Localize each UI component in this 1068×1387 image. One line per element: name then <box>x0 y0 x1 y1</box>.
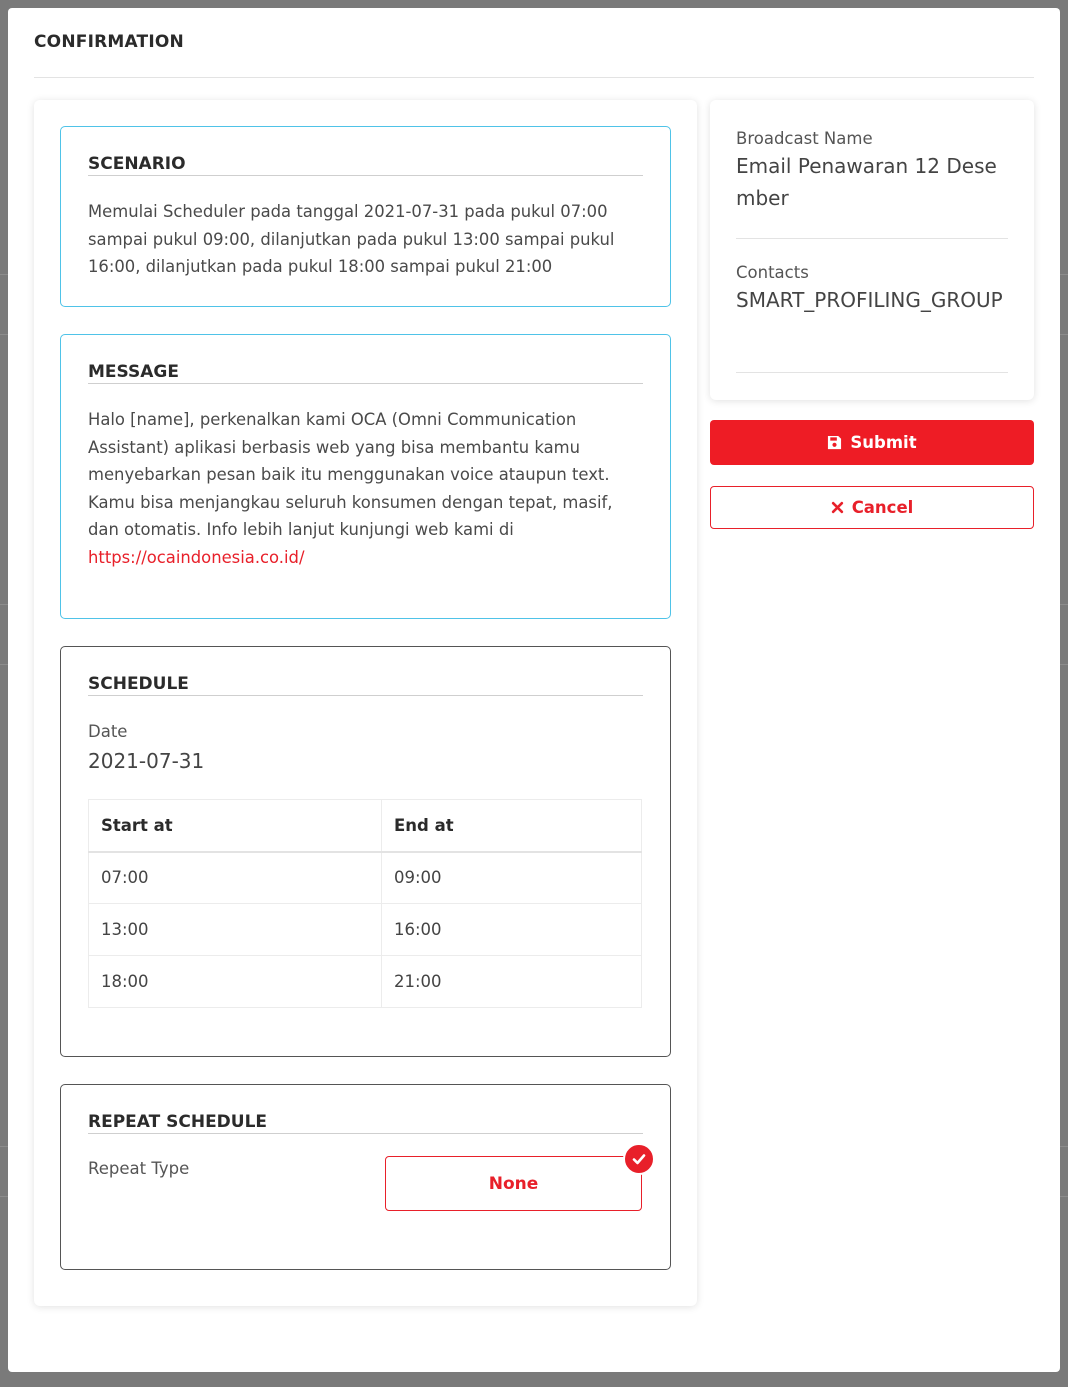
close-icon <box>831 501 844 514</box>
start-time-cell: 07:00 <box>89 852 382 904</box>
column-start-at: Start at <box>89 800 382 852</box>
modal-header <box>34 32 1034 78</box>
start-time-cell: 18:00 <box>89 956 382 1008</box>
message-link[interactable]: https://ocaindonesia.co.id/ <box>88 547 305 567</box>
schedule-box <box>60 646 671 1057</box>
contacts-value: SMART_PROFILING_GROUP <box>736 288 1003 312</box>
end-time-cell: 21:00 <box>382 956 642 1008</box>
details-card <box>34 100 697 1306</box>
contacts-block <box>736 262 1008 373</box>
message-body <box>88 406 644 571</box>
message-text: Halo [name], perkenalkan kami OCA (Omni Communication Assistant) aplikasi berbasis web yang bisa membantu kamu menyebarkan pesan baik itu menggunakan voice ataupun text. Kamu bisa menjangkau seluruh konsumen dengan tepat, masif, dan otomatis. Info lebih lanjut kunjungi web kami di <box>88 410 613 539</box>
column-end-at: End at <box>382 800 642 852</box>
save-icon <box>827 435 842 450</box>
table-header-row <box>89 800 642 852</box>
broadcast-name-value: Email Penawaran 12 Desember <box>736 154 997 210</box>
table-row <box>89 904 642 956</box>
end-time-cell: 16:00 <box>382 904 642 956</box>
message-title: MESSAGE <box>88 362 643 384</box>
repeat-type-none-option[interactable] <box>385 1156 642 1211</box>
summary-card <box>710 100 1034 400</box>
schedule-date-value: 2021-07-31 <box>88 749 205 773</box>
submit-label: Submit <box>850 433 917 452</box>
submit-button[interactable] <box>710 420 1034 465</box>
schedule-title: SCHEDULE <box>88 674 643 696</box>
cancel-label: Cancel <box>851 498 914 517</box>
scenario-box <box>60 126 671 307</box>
end-time-cell: 09:00 <box>382 852 642 904</box>
contacts-label: Contacts <box>736 263 809 282</box>
confirmation-modal <box>8 8 1060 1372</box>
scenario-title: SCENARIO <box>88 154 643 176</box>
broadcast-name-block <box>736 128 1008 239</box>
repeat-schedule-box <box>60 1084 671 1270</box>
broadcast-name-label: Broadcast Name <box>736 129 873 148</box>
cancel-button[interactable] <box>710 486 1034 529</box>
message-box <box>60 334 671 619</box>
schedule-table <box>88 799 642 1008</box>
start-time-cell: 13:00 <box>89 904 382 956</box>
repeat-schedule-title: REPEAT SCHEDULE <box>88 1112 643 1134</box>
repeat-type-none-label: None <box>488 1173 539 1194</box>
scenario-text: Memulai Scheduler pada tanggal 2021-07-31 pada pukul 07:00 sampai pukul 09:00, dilanjutkan pada pukul 13:00 sampai pukul 16:00, dilanjutkan pada pukul 18:00 sampai pukul 21:00 <box>88 202 615 276</box>
table-row <box>89 956 642 1008</box>
repeat-type-label: Repeat Type <box>88 1159 190 1178</box>
modal-title: CONFIRMATION <box>34 32 184 52</box>
schedule-date-label: Date <box>88 722 128 741</box>
check-icon <box>623 1143 655 1175</box>
table-row <box>89 852 642 904</box>
